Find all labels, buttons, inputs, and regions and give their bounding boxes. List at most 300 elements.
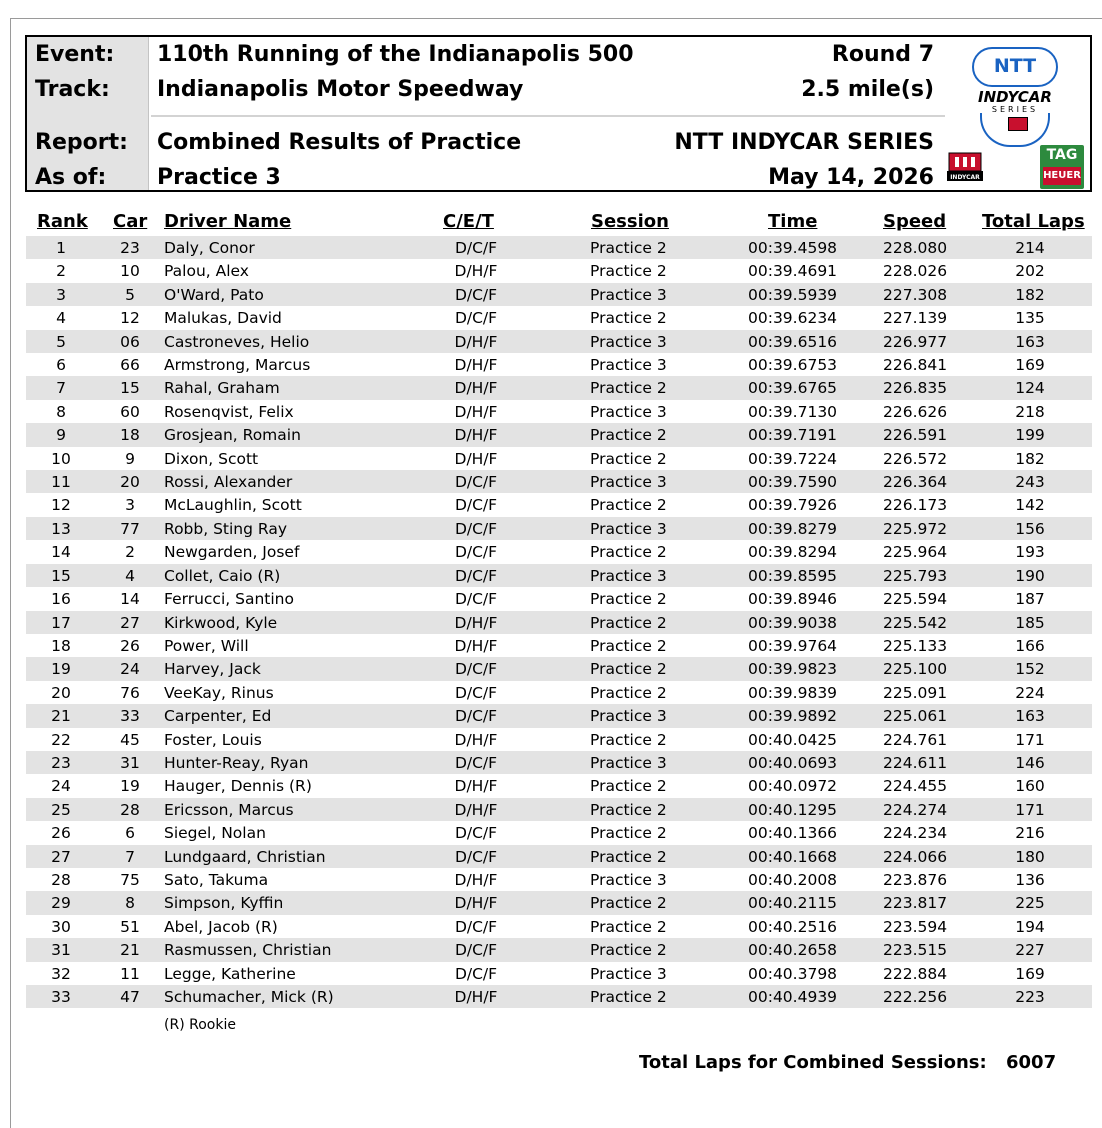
total-laps-cell: 142 <box>1015 496 1045 515</box>
session-cell: Practice 2 <box>590 543 667 562</box>
speed-cell: 222.884 <box>883 964 948 983</box>
col-session: Session <box>591 211 669 232</box>
tag-heuer-logo <box>1040 145 1084 189</box>
car-number-cell: 51 <box>120 917 140 936</box>
flag-icon <box>1008 117 1028 131</box>
cet-cell: D/H/F <box>454 613 498 632</box>
session-cell: Practice 3 <box>590 870 667 889</box>
speed-cell: 225.594 <box>883 590 948 609</box>
cet-cell: D/C/F <box>454 590 498 609</box>
speed-cell: 224.066 <box>883 847 948 866</box>
driver-name-cell: Schumacher, Mick (R) <box>164 988 334 1006</box>
total-laps-cell: 214 <box>1015 239 1045 257</box>
rank-cell: 11 <box>51 473 71 492</box>
driver-name-cell: Hauger, Dennis (R) <box>164 777 312 796</box>
total-laps-cell: 216 <box>1015 824 1045 843</box>
car-number-cell: 23 <box>120 239 140 257</box>
results-table-body <box>26 236 1092 1008</box>
col-total-laps: Total Laps <box>982 211 1085 232</box>
session-cell: Practice 2 <box>590 379 667 398</box>
driver-name-cell: Rahal, Graham <box>164 379 280 398</box>
table-row <box>26 868 1092 891</box>
table-row <box>26 540 1092 563</box>
cet-cell: D/C/F <box>454 309 498 328</box>
car-number-cell: 27 <box>120 613 140 632</box>
event-label: Event: <box>35 42 115 67</box>
driver-name-cell: Foster, Louis <box>164 730 262 749</box>
rank-cell: 29 <box>51 894 71 913</box>
driver-name-cell: Grosjean, Romain <box>164 426 301 445</box>
rank-cell: 23 <box>51 753 71 772</box>
total-laps-cell: 243 <box>1015 473 1045 492</box>
lap-time-cell: 00:40.1366 <box>748 824 838 843</box>
cet-cell: D/C/F <box>454 285 498 304</box>
lap-time-cell: 00:39.9038 <box>748 613 838 632</box>
session-cell: Practice 2 <box>590 496 667 515</box>
rank-cell: 9 <box>56 426 66 445</box>
report-header <box>25 35 1092 192</box>
speed-cell: 226.591 <box>883 426 948 445</box>
speed-cell: 227.308 <box>883 285 948 304</box>
speed-cell: 223.594 <box>883 917 948 936</box>
cet-cell: D/H/F <box>454 988 498 1006</box>
total-laps-cell: 169 <box>1015 964 1045 983</box>
col-cet: C/E/T <box>443 211 494 232</box>
session-cell: Practice 2 <box>590 988 667 1006</box>
car-number-cell: 6 <box>125 824 135 843</box>
table-row <box>26 774 1092 797</box>
speed-cell: 226.626 <box>883 402 948 421</box>
table-row <box>26 517 1092 540</box>
lap-time-cell: 00:39.7224 <box>748 449 838 468</box>
rank-cell: 2 <box>56 262 66 281</box>
table-row <box>26 564 1092 587</box>
total-laps-cell: 152 <box>1015 660 1045 679</box>
rank-cell: 22 <box>51 730 71 749</box>
car-number-cell: 20 <box>120 473 140 492</box>
table-row <box>26 611 1092 634</box>
speed-cell: 226.835 <box>883 379 948 398</box>
car-number-cell: 76 <box>120 683 140 702</box>
lap-time-cell: 00:40.1295 <box>748 800 838 819</box>
lap-time-cell: 00:39.7590 <box>748 473 838 492</box>
table-row <box>26 493 1092 516</box>
table-row <box>26 798 1092 821</box>
driver-name-cell: Rosenqvist, Felix <box>164 402 294 421</box>
cet-cell: D/C/F <box>454 566 498 585</box>
car-number-cell: 3 <box>125 496 135 515</box>
driver-name-cell: Ericsson, Marcus <box>164 800 294 819</box>
car-number-cell: 33 <box>120 707 140 726</box>
session-cell: Practice 2 <box>590 590 667 609</box>
session-cell: Practice 2 <box>590 636 667 655</box>
table-row <box>26 915 1092 938</box>
cet-cell: D/H/F <box>454 356 498 375</box>
car-number-cell: 14 <box>120 590 140 609</box>
speed-cell: 226.572 <box>883 449 948 468</box>
speed-cell: 224.234 <box>883 824 948 843</box>
report-date: May 14, 2026 <box>768 165 934 190</box>
speed-cell: 227.139 <box>883 309 948 328</box>
cet-cell: D/H/F <box>454 332 498 351</box>
cet-cell: D/C/F <box>454 473 498 492</box>
indycar-flag-logo <box>943 151 987 183</box>
speed-cell: 225.964 <box>883 543 948 562</box>
total-laps-cell: 163 <box>1015 707 1045 726</box>
driver-name-cell: McLaughlin, Scott <box>164 496 302 515</box>
rank-cell: 10 <box>51 449 71 468</box>
cet-cell: D/C/F <box>454 917 498 936</box>
table-row <box>26 704 1092 727</box>
lap-time-cell: 00:40.1668 <box>748 847 838 866</box>
car-number-cell: 5 <box>125 285 135 304</box>
total-laps-cell: 225 <box>1015 894 1045 913</box>
shield-icon <box>980 113 1050 147</box>
lap-time-cell: 00:39.8946 <box>748 590 838 609</box>
cet-cell: D/H/F <box>454 636 498 655</box>
cet-cell: D/C/F <box>454 824 498 843</box>
speed-cell: 222.256 <box>883 988 948 1006</box>
table-row <box>26 400 1092 423</box>
cet-cell: D/H/F <box>454 800 498 819</box>
session-cell: Practice 2 <box>590 777 667 796</box>
lap-time-cell: 00:39.6753 <box>748 356 838 375</box>
driver-name-cell: VeeKay, Rinus <box>164 683 274 702</box>
rank-cell: 33 <box>51 988 71 1006</box>
tag-logo-text: TAG <box>1046 147 1078 163</box>
speed-cell: 226.173 <box>883 496 948 515</box>
lap-time-cell: 00:39.7130 <box>748 402 838 421</box>
rank-cell: 30 <box>51 917 71 936</box>
track-name: Indianapolis Motor Speedway <box>157 77 524 102</box>
driver-name-cell: Ferrucci, Santino <box>164 590 294 609</box>
col-speed: Speed <box>883 211 947 232</box>
speed-cell: 225.793 <box>883 566 948 585</box>
lap-time-cell: 00:40.2008 <box>748 870 838 889</box>
indycar-small-text: INDYCAR <box>950 174 980 181</box>
lap-time-cell: 00:40.0693 <box>748 753 838 772</box>
driver-name-cell: Robb, Sting Ray <box>164 519 288 538</box>
session-cell: Practice 2 <box>590 800 667 819</box>
session-cell: Practice 2 <box>590 941 667 960</box>
table-row <box>26 681 1092 704</box>
rank-cell: 1 <box>56 239 66 257</box>
rank-cell: 31 <box>51 941 71 960</box>
session-cell: Practice 3 <box>590 753 667 772</box>
lap-time-cell: 00:40.4939 <box>748 988 838 1006</box>
driver-name-cell: Carpenter, Ed <box>164 707 272 726</box>
total-laps-label: Total Laps for Combined Sessions: <box>639 1052 987 1073</box>
car-number-cell: 18 <box>120 426 140 445</box>
rank-cell: 18 <box>51 636 71 655</box>
car-number-cell: 24 <box>120 660 140 679</box>
driver-name-cell: Sato, Takuma <box>164 870 269 889</box>
table-row <box>26 821 1092 844</box>
car-number-cell: 45 <box>120 730 140 749</box>
table-row <box>26 353 1092 376</box>
total-laps-cell: 224 <box>1015 683 1045 702</box>
rank-cell: 16 <box>51 590 71 609</box>
total-laps-cell: 136 <box>1015 870 1045 889</box>
rank-cell: 19 <box>51 660 71 679</box>
lap-time-cell: 00:39.6765 <box>748 379 838 398</box>
speed-cell: 224.611 <box>883 753 948 772</box>
rank-cell: 25 <box>51 800 71 819</box>
driver-name-cell: Daly, Conor <box>164 239 255 257</box>
session-cell: Practice 2 <box>590 309 667 328</box>
report-label: Report: <box>35 130 128 155</box>
table-row <box>26 470 1092 493</box>
col-rank: Rank <box>37 211 88 232</box>
track-label: Track: <box>35 77 110 102</box>
cet-cell: D/C/F <box>454 519 498 538</box>
driver-name-cell: O'Ward, Pato <box>164 285 264 304</box>
table-row <box>26 657 1092 680</box>
speed-cell: 226.977 <box>883 332 948 351</box>
session-cell: Practice 2 <box>590 449 667 468</box>
total-laps-cell: 218 <box>1015 402 1045 421</box>
driver-name-cell: Rasmussen, Christian <box>164 941 332 960</box>
car-number-cell: 21 <box>120 941 140 960</box>
rank-cell: 32 <box>51 964 71 983</box>
session-cell: Practice 3 <box>590 356 667 375</box>
table-row <box>26 236 1092 259</box>
cet-cell: D/H/F <box>454 449 498 468</box>
driver-name-cell: Dixon, Scott <box>164 449 259 468</box>
cet-cell: D/C/F <box>454 707 498 726</box>
lap-time-cell: 00:39.4598 <box>748 239 838 257</box>
cet-cell: D/H/F <box>454 730 498 749</box>
car-number-cell: 47 <box>120 988 140 1006</box>
rank-cell: 27 <box>51 847 71 866</box>
total-laps-cell: 163 <box>1015 332 1045 351</box>
car-number-cell: 60 <box>120 402 140 421</box>
rank-cell: 14 <box>51 543 71 562</box>
car-number-cell: 75 <box>120 870 140 889</box>
cet-cell: D/C/F <box>454 239 498 257</box>
asof-value: Practice 3 <box>157 165 281 190</box>
car-number-cell: 66 <box>120 356 140 375</box>
session-cell: Practice 2 <box>590 917 667 936</box>
table-row <box>26 423 1092 446</box>
rank-cell: 24 <box>51 777 71 796</box>
total-laps-cell: 169 <box>1015 356 1045 375</box>
speed-cell: 226.841 <box>883 356 948 375</box>
total-laps-cell: 171 <box>1015 730 1045 749</box>
cet-cell: D/C/F <box>454 753 498 772</box>
lap-time-cell: 00:40.2516 <box>748 917 838 936</box>
session-cell: Practice 3 <box>590 332 667 351</box>
session-cell: Practice 3 <box>590 473 667 492</box>
driver-name-cell: Newgarden, Josef <box>164 543 300 562</box>
speed-cell: 228.026 <box>883 262 948 281</box>
total-laps-cell: 182 <box>1015 285 1045 304</box>
total-laps-cell: 194 <box>1015 917 1045 936</box>
speed-cell: 225.061 <box>883 707 948 726</box>
car-number-cell: 77 <box>120 519 140 538</box>
session-cell: Practice 2 <box>590 824 667 843</box>
report-name: Combined Results of Practice <box>157 130 522 155</box>
car-number-cell: 12 <box>120 309 140 328</box>
total-laps-cell: 146 <box>1015 753 1045 772</box>
table-row <box>26 634 1092 657</box>
lap-time-cell: 00:39.7926 <box>748 496 838 515</box>
session-cell: Practice 2 <box>590 426 667 445</box>
lap-time-cell: 00:39.8294 <box>748 543 838 562</box>
car-number-cell: 28 <box>120 800 140 819</box>
session-cell: Practice 3 <box>590 566 667 585</box>
rookie-note: (R) Rookie <box>164 1017 236 1033</box>
col-driver-name: Driver Name <box>164 211 292 232</box>
session-cell: Practice 2 <box>590 239 667 257</box>
driver-name-cell: Power, Will <box>164 636 249 655</box>
car-number-cell: 2 <box>125 543 135 562</box>
car-number-cell: 7 <box>125 847 135 866</box>
speed-cell: 224.455 <box>883 777 948 796</box>
speed-cell: 223.876 <box>883 870 948 889</box>
cet-cell: D/C/F <box>454 964 498 983</box>
total-laps-cell: 182 <box>1015 449 1045 468</box>
session-cell: Practice 3 <box>590 707 667 726</box>
session-cell: Practice 2 <box>590 894 667 913</box>
header-divider <box>151 115 945 117</box>
lap-time-cell: 00:39.9823 <box>748 660 838 679</box>
rank-cell: 12 <box>51 496 71 515</box>
car-number-cell: 15 <box>120 379 140 398</box>
session-cell: Practice 2 <box>590 660 667 679</box>
total-laps-cell: 124 <box>1015 379 1045 398</box>
total-laps-cell: 185 <box>1015 613 1045 632</box>
heuer-logo-text: HEUER <box>1043 167 1081 185</box>
lap-time-cell: 00:39.6516 <box>748 332 838 351</box>
series-name: NTT INDYCAR SERIES <box>674 130 934 155</box>
lap-time-cell: 00:39.8279 <box>748 519 838 538</box>
lap-time-cell: 00:39.9839 <box>748 683 838 702</box>
table-row <box>26 962 1092 985</box>
driver-name-cell: Hunter-Reay, Ryan <box>164 753 309 772</box>
table-row <box>26 259 1092 282</box>
lap-time-cell: 00:39.5939 <box>748 285 838 304</box>
session-cell: Practice 3 <box>590 402 667 421</box>
lap-time-cell: 00:39.7191 <box>748 426 838 445</box>
driver-name-cell: Abel, Jacob (R) <box>164 917 278 936</box>
rank-cell: 20 <box>51 683 71 702</box>
track-distance: 2.5 mile(s) <box>801 77 934 102</box>
results-table-header <box>0 211 1102 235</box>
driver-name-cell: Simpson, Kyffin <box>164 894 284 913</box>
driver-name-cell: Rossi, Alexander <box>164 473 293 492</box>
cet-cell: D/C/F <box>454 543 498 562</box>
speed-cell: 223.817 <box>883 894 948 913</box>
rank-cell: 6 <box>56 356 66 375</box>
session-cell: Practice 2 <box>590 683 667 702</box>
ntt-indycar-logo <box>972 47 1058 141</box>
rank-cell: 13 <box>51 519 71 538</box>
session-cell: Practice 3 <box>590 285 667 304</box>
car-number-cell: 06 <box>120 332 140 351</box>
rank-cell: 8 <box>56 402 66 421</box>
sponsor-logos <box>946 39 1086 189</box>
lap-time-cell: 00:40.0425 <box>748 730 838 749</box>
cet-cell: D/H/F <box>454 777 498 796</box>
driver-name-cell: Lundgaard, Christian <box>164 847 326 866</box>
table-row <box>26 938 1092 961</box>
table-row <box>26 306 1092 329</box>
driver-name-cell: Kirkwood, Kyle <box>164 613 278 632</box>
rank-cell: 15 <box>51 566 71 585</box>
total-laps-cell: 223 <box>1015 988 1045 1006</box>
speed-cell: 225.100 <box>883 660 948 679</box>
car-number-cell: 26 <box>120 636 140 655</box>
table-row <box>26 985 1092 1008</box>
table-row <box>26 376 1092 399</box>
car-number-cell: 10 <box>120 262 140 281</box>
car-number-cell: 11 <box>120 964 140 983</box>
total-laps-cell: 166 <box>1015 636 1045 655</box>
cet-cell: D/H/F <box>454 379 498 398</box>
lap-time-cell: 00:39.9892 <box>748 707 838 726</box>
session-cell: Practice 2 <box>590 847 667 866</box>
rank-cell: 21 <box>51 707 71 726</box>
total-laps-cell: 193 <box>1015 543 1045 562</box>
table-row <box>26 587 1092 610</box>
driver-name-cell: Palou, Alex <box>164 262 249 281</box>
cet-cell: D/H/F <box>454 262 498 281</box>
speed-cell: 224.761 <box>883 730 948 749</box>
total-laps-cell: 135 <box>1015 309 1045 328</box>
total-laps-cell: 171 <box>1015 800 1045 819</box>
speed-cell: 224.274 <box>883 800 948 819</box>
table-row <box>26 845 1092 868</box>
driver-name-cell: Malukas, David <box>164 309 282 328</box>
cet-cell: D/C/F <box>454 941 498 960</box>
event-name: 110th Running of the Indianapolis 500 <box>157 42 634 67</box>
table-row <box>26 751 1092 774</box>
driver-name-cell: Legge, Katherine <box>164 964 296 983</box>
cet-cell: D/H/F <box>454 402 498 421</box>
cet-cell: D/C/F <box>454 496 498 515</box>
driver-name-cell: Harvey, Jack <box>164 660 261 679</box>
rank-cell: 28 <box>51 870 71 889</box>
driver-name-cell: Collet, Caio (R) <box>164 566 281 585</box>
total-laps-cell: 227 <box>1015 941 1045 960</box>
rank-cell: 7 <box>56 379 66 398</box>
col-car: Car <box>113 211 148 232</box>
rank-cell: 5 <box>56 332 66 351</box>
speed-cell: 226.364 <box>883 473 948 492</box>
car-number-cell: 8 <box>125 894 135 913</box>
ntt-logo-text: NTT <box>993 55 1037 77</box>
col-time: Time <box>768 211 818 232</box>
table-row <box>26 283 1092 306</box>
speed-cell: 225.542 <box>883 613 948 632</box>
total-laps-cell: 180 <box>1015 847 1045 866</box>
rank-cell: 3 <box>56 285 66 304</box>
lap-time-cell: 00:40.2115 <box>748 894 838 913</box>
driver-name-cell: Armstrong, Marcus <box>164 356 311 375</box>
cet-cell: D/H/F <box>454 870 498 889</box>
lap-time-cell: 00:40.2658 <box>748 941 838 960</box>
total-laps-cell: 156 <box>1015 519 1045 538</box>
cet-cell: D/C/F <box>454 847 498 866</box>
session-cell: Practice 3 <box>590 519 667 538</box>
table-row <box>26 728 1092 751</box>
speed-cell: 225.972 <box>883 519 948 538</box>
lap-time-cell: 00:39.6234 <box>748 309 838 328</box>
session-cell: Practice 2 <box>590 730 667 749</box>
lap-time-cell: 00:40.0972 <box>748 777 838 796</box>
session-cell: Practice 3 <box>590 964 667 983</box>
